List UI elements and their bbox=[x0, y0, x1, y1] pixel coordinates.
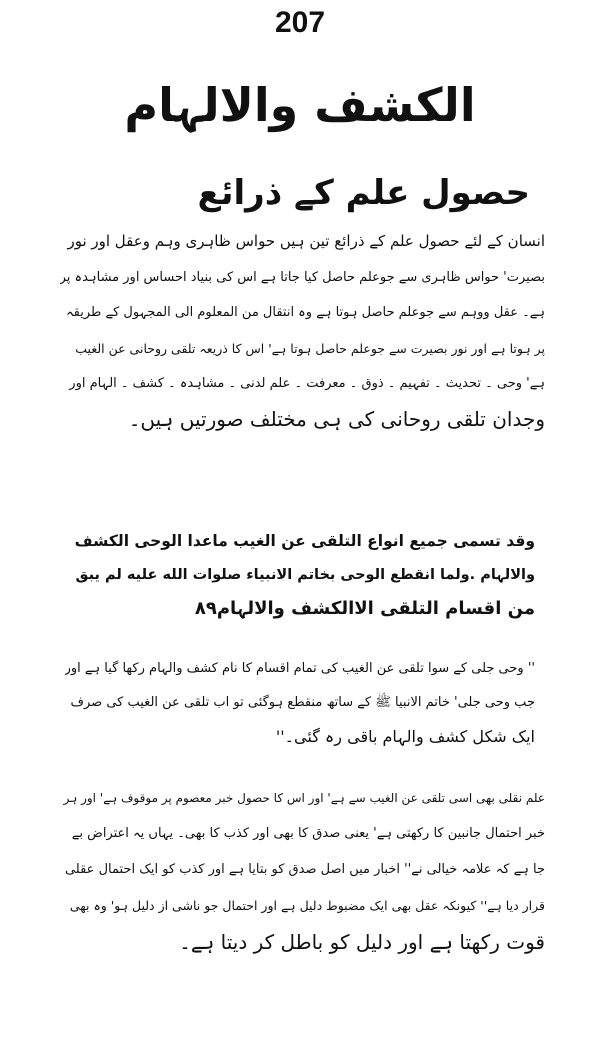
paragraph-intro bbox=[60, 224, 545, 437]
text-line: وجدان تلقی روحانی کی ہی مختلف صورتیں ہیں۔ bbox=[128, 406, 545, 431]
text-line: ہے' وحی ۔ تحدیث ۔ تفہیم ۔ ذوق ۔ معرفت ۔ علم لدنی ۔ مشاہدہ ۔ کشف ۔ الہام اور bbox=[69, 376, 545, 391]
text-line: وقد تسمی جمیع انواع التلقی عن الغیب ماعدا الوحی الکشف bbox=[74, 532, 535, 550]
arabic-quotation bbox=[65, 524, 535, 626]
text-line: علم نقلی بھی اسی تلقی عن الغیب سے ہے' اور اس کا حصول خبر معصوم پر موقوف ہے' اور ہر bbox=[63, 791, 545, 805]
text-line: ایک شکل کشف والہام باقی رہ گئی۔'' bbox=[275, 727, 535, 746]
text-line: جا ہے کہ علامہ خیالی نے'' اخبار میں اصل صدق کو بتایا ہے اور کذب کو ایک احتمال عقلی bbox=[64, 862, 545, 877]
text-line: انسان کے لئے حصول علم کے ذرائع تین ہیں حواس ظاہری وہم وعقل اور نور bbox=[67, 232, 545, 250]
text-line: قرار دیا ہے'' کیونکہ عقل بھی ایک مضبوط دلیل ہے اور احتمال جو ناشی از دلیل ہو' وہ بھی bbox=[69, 898, 545, 913]
text-line: والالہام .ولما انقطع الوحی بخاتم الانبیاء صلوات الله علیه لم یبق bbox=[75, 567, 535, 583]
text-line: پر ہوتا ہے اور نور بصیرت سے جوعلم حاصل ہوتا ہے' اس کا ذریعہ تلقی روحانی عن الغیب bbox=[75, 340, 545, 356]
page-number: 207 bbox=[274, 6, 326, 39]
text-line: قوت رکھتا ہے اور دلیل کو باطل کر دیتا ہے۔ bbox=[179, 930, 545, 954]
text-line: من اقسام التلقی الاالکشف والالہام۸۹ bbox=[194, 598, 535, 619]
text-line: '' وحی جلی کے سوا تلقی عن الغیب کی تمام اقسام کا نام کشف والہام رکھا گیا ہے اور bbox=[65, 661, 535, 676]
paragraph-naqli bbox=[60, 780, 545, 960]
section-heading: حصول علم کے ذرائع bbox=[197, 173, 530, 213]
urdu-translation bbox=[65, 652, 535, 754]
text-line: ہے۔ عقل ووہم سے جوعلم حاصل ہوتا ہے وہ انتقال من المعلوم الی المجہول کے طریقہ bbox=[66, 305, 545, 320]
text-line: جب وحی جلی' خاتم الانبیا ﷺ کے ساتھ منقطع ہوگئی تو اب تلقی عن الغیب کی صرف bbox=[70, 695, 535, 710]
text-line: خبر احتمال جانبین کا رکھتی ہے' یعنی صدق کا بھی اور کذب کا بھی۔ یہاں یہ اعتراض بے bbox=[71, 826, 545, 841]
text-line: بصیرت' حواس ظاہری سے جوعلم حاصل کیا جاتا ہے اس کی بنیاد احساس اور مشاہدہ پر bbox=[60, 269, 545, 285]
chapter-title: الکشف والالہام bbox=[124, 78, 476, 132]
